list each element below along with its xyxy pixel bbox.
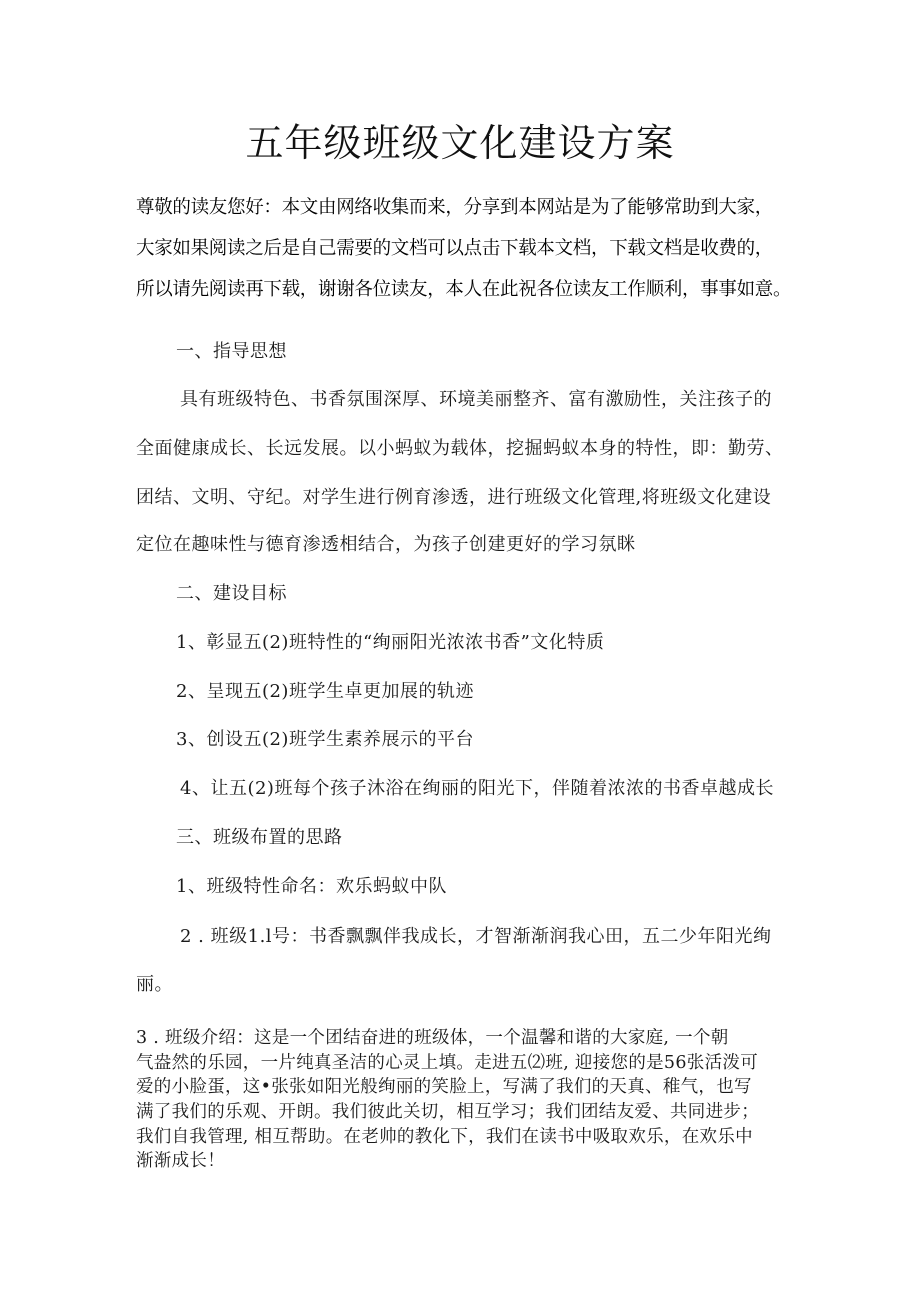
section2-item-1: 1、彰显五(2)班特性的“绚丽阳光浓浓书香”文化特质: [176, 632, 605, 653]
document-title: 五年级班级文化建设方案: [245, 121, 675, 165]
section1-line-3: 团结、文明、守纪。对学生进行例育渗透，进行班级文化管理,将班级文化建设: [136, 487, 772, 508]
section3-item-3-line-4: 满了我们的乐观、开朗。我们彼此关切，相互学习；我们团结友爱、共同进步；: [136, 1102, 759, 1122]
section3-item-2-line-1: 2 . 班级1.l号：书香飘飘伴我成长，才智渐渐润我心田，五二少年阳光绚: [180, 926, 772, 947]
section2-item-3: 3、创设五(2)班学生素养展示的平台: [176, 729, 474, 750]
section3-heading: 三、班级布置的思路: [176, 827, 343, 848]
section3-item-3-line-5: 我们自我管理, 相互帮助。在老帅的教化下，我们在读书中吸取欢乐，在欢乐中: [136, 1127, 753, 1147]
section2-heading: 二、建设目标: [176, 583, 287, 604]
section2-item-2: 2、呈现五(2)班学生卓更加展的轨迹: [176, 681, 474, 702]
section3-item-3-line-6: 渐渐成长！: [136, 1151, 225, 1171]
section1-line-4: 定位在趣味性与德育渗透相结合，为孩子创建更好的学习氛眯: [136, 534, 636, 555]
section3-item-3-line-3: 爱的小脸蛋，这•张张如阳光般绚丽的笑脸上，写满了我们的天真、稚气，也写: [136, 1077, 752, 1097]
section3-item-1: 1、班级特性命名：欢乐蚂蚁中队: [176, 876, 447, 897]
section1-line-2: 全面健康成长、长远发展。以小蚂蚁为载体，挖掘蚂蚁本身的特性，即：勤劳、: [136, 438, 784, 459]
intro-line-1: 尊敬的读友您好：本文由网络收集而来，分享到本网站是为了能够常助到大家，: [136, 197, 774, 218]
section3-item-3-line-1: 3 . 班级介绍：这是一个团结奋进的班级体，一个温馨和谐的大家庭, 一个朝: [136, 1028, 729, 1048]
section3-item-2-line-2: 丽。: [136, 974, 173, 995]
section1-heading: 一、指导思想: [176, 341, 287, 362]
intro-line-2: 大家如果阅读之后是自己需要的文档可以点击下载本文档，下载文档是收费的，: [136, 238, 774, 259]
section1-line-1: 具有班级特色、书香氛围深厚、环境美丽整齐、富有激励性，关注孩子的: [180, 389, 772, 410]
section3-item-3-line-2: 气盎然的乐园，一片纯真圣洁的心灵上填。走进五⑵班, 迎接您的是56张活泼可: [136, 1053, 758, 1073]
section2-item-4: 4、让五(2)班每个孩子沐浴在绚丽的阳光下，伴随着浓浓的书香卓越成长: [180, 778, 774, 799]
intro-line-3: 所以请先阅读再下载，谢谢各位读友，本人在此祝各位读友工作顺利，事事如意。: [136, 279, 792, 300]
